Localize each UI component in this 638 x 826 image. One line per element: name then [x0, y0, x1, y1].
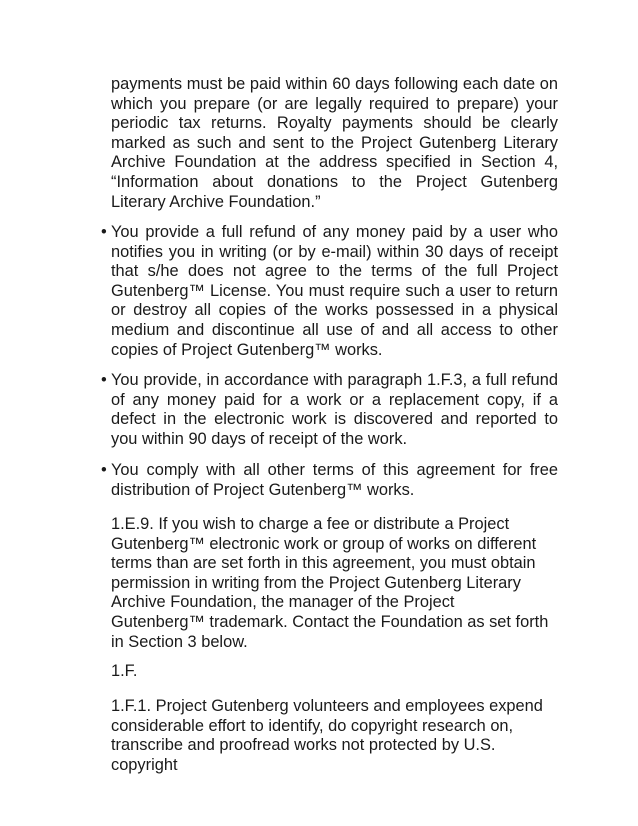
section-1e9-paragraph: 1.E.9. If you wish to charge a fee or distribute a Project Gutenberg™ electronic work or group of works on different terms than are set forth in this agreement, you must obtain permission in writing from the Project Gutenberg Literary Archive Foundation, the manager of the Project Gutenberg™ trademark. Contact the Foundation as set forth in Section 3 below.	[111, 515, 549, 651]
bullet-text: You comply with all other terms of this agreement for free distribution of Project Gutenberg™ works.	[111, 461, 558, 499]
intro-continuation-paragraph: payments must be paid within 60 days following each date on which you prepare (or are legally required to prepare) your periodic tax returns. Royalty payments should be clearly marked as such and sent to the Project Gutenberg Literary Archive Foundation at the address specified in Section 4, “Information about donations to the Project Gutenberg Literary Archive Foundation.”	[111, 75, 558, 211]
bullet-text: You provide a full refund of any money paid by a user who notifies you in writing (or by e-mail) within 30 days of receipt that s/he does not agree to the terms of the full Project Gutenberg™ License. You must require such a user to return or destroy all copies of the works possessed in a physical medium and discontinue all use of and all access to other copies of Project Gutenberg™ works.	[111, 223, 558, 359]
bullet-item-refund-defect	[101, 371, 558, 449]
bullet-icon: •	[101, 223, 107, 241]
section-1f-heading: 1.F.	[111, 662, 138, 680]
bullet-text: You provide, in accordance with paragraph 1.F.3, a full refund of any money paid for a work or a replacement copy, if a defect in the electronic work is discovered and reported to you within 90 days of receipt of the work.	[111, 371, 558, 448]
bullet-icon: •	[101, 371, 107, 389]
section-1f1-paragraph: 1.F.1. Project Gutenberg volunteers and employees expend considerable effort to identify, do copyright research on, transcribe and proofread works not protected by U.S. copyright	[111, 697, 543, 774]
bullet-icon: •	[101, 461, 107, 479]
bullet-item-comply-terms	[101, 461, 558, 500]
bullet-item-refund-notice	[101, 223, 558, 360]
